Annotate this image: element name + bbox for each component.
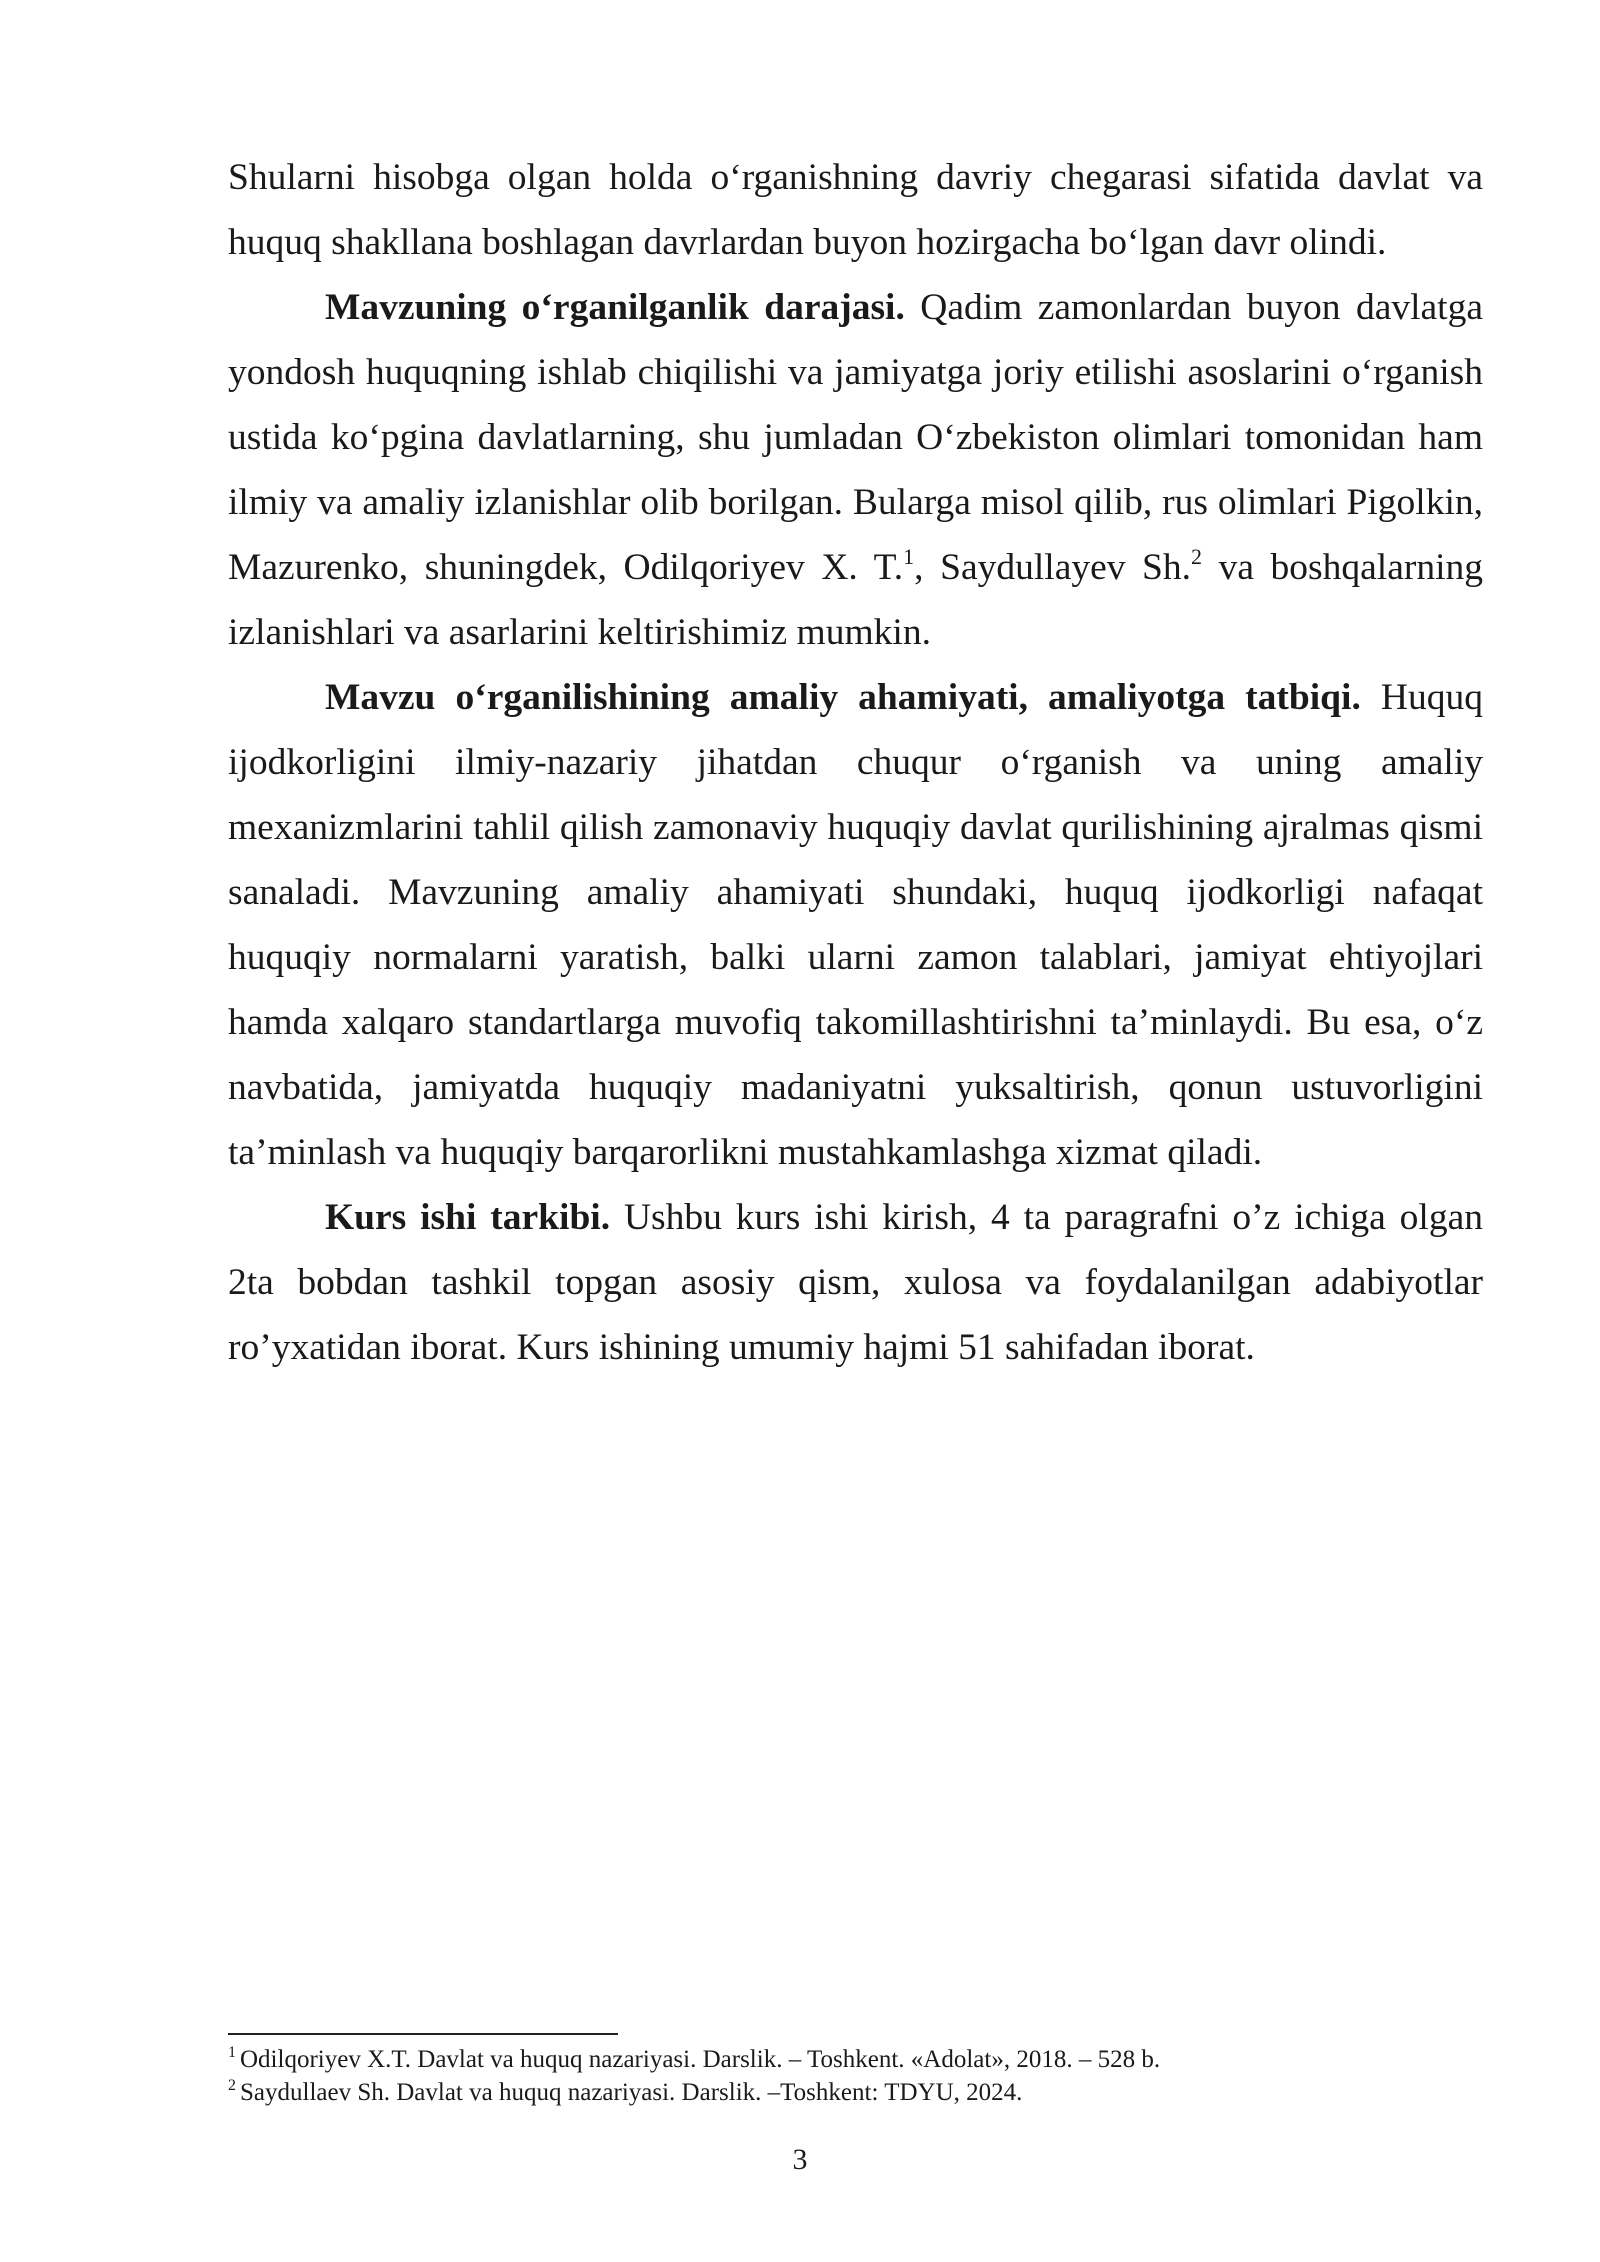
paragraph-research-degree-text-a: Qadim zamonlardan buyon davlatga yondosh huquqning ishlab chiqilishi va jamiyatga joriy etilishi asoslarini o‘rganish ustida ko‘pgina davlatlarning, shu jumladan O‘zbekiston olimlari tomonidan ham ilmiy va amaliy izlanishlar olib borilgan. Bularga misol qilib, rus olimlari Pigolkin, Mazurenko, shuningdek, Odilqoriyev X. T. xyxy=(228,287,1483,588)
paragraph-research-degree-text-c: va boshqalarning izlanishlari va asarlarini keltirishimiz mumkin. xyxy=(228,547,1484,653)
footnote-ref-2[interactable]: 2 xyxy=(1191,544,1203,569)
footnote-2-mark: 2 xyxy=(228,2077,236,2094)
footnote-2-text: Saydullaev Sh. Davlat va huquq nazariyasi. Darslik. –Toshkent: TDYU, 2024. xyxy=(240,2079,1023,2106)
heading-practical-significance: Mavzu o‘rganilishining amaliy ahamiyati, amaliyotga tatbiqi. xyxy=(325,677,1361,718)
paragraph-scope xyxy=(228,145,1483,275)
paragraph-structure-text: Ushbu kurs ishi kirish, 4 ta paragrafni o’z ichiga olgan 2ta bobdan tashkil topgan asosiy qism, xulosa va foydalanilgan adabiyotlar ro’yxatidan iborat. Kurs ishining umumiy hajmi 51 sahifadan iborat. xyxy=(228,1197,1483,1368)
paragraph-research-degree-text-b: , Saydullayev Sh. xyxy=(914,547,1192,588)
paragraph-structure xyxy=(228,1185,1483,1380)
page-number: 3 xyxy=(792,2143,808,2176)
footnote-2 xyxy=(228,2076,1483,2109)
heading-research-degree: Mavzuning o‘rganilganlik darajasi. xyxy=(325,287,905,328)
body-text xyxy=(228,145,1483,1380)
footnote-1-mark: 1 xyxy=(228,2044,236,2061)
footnote-1 xyxy=(228,2043,1483,2076)
footnotes xyxy=(228,2043,1483,2109)
heading-structure: Kurs ishi tarkibi. xyxy=(325,1197,611,1238)
paragraph-scope-text: Shularni hisobga olgan holda o‘rganishning davriy chegarasi sifatida davlat va huquq shakllana boshlagan davrlardan buyon hozirgacha bo‘lgan davr olindi. xyxy=(228,157,1483,263)
paragraph-practical-significance xyxy=(228,665,1483,1185)
footnote-separator xyxy=(228,2033,618,2035)
paragraph-research-degree xyxy=(228,275,1483,665)
footnote-1-text: Odilqoriyev X.T. Davlat va huquq nazariyasi. Darslik. – Toshkent. «Adolat», 2018. – 528 b. xyxy=(240,2046,1161,2073)
footnote-ref-1[interactable]: 1 xyxy=(903,544,915,569)
paragraph-practical-significance-text: Huquq ijodkorligini ilmiy-nazariy jihatdan chuqur o‘rganish va uning amaliy mexanizmlarini tahlil qilish zamonaviy huquqiy davlat qurilishining ajralmas qismi sanaladi. Mavzuning amaliy ahamiyati shundaki, huquq ijodkorligi nafaqat huquqiy normalarni yaratish, balki ularni zamon talablari, jamiyat ehtiyojlari hamda xalqaro standartlarga muvofiq takomillashtirishni ta’minlaydi. Bu esa, o‘z navbatida, jamiyatda huquqiy madaniyatni yuksaltirish, qonun ustuvorligini ta’minlash va huquqiy barqarorlikni mustahkamlashga xizmat qiladi. xyxy=(228,677,1483,1173)
